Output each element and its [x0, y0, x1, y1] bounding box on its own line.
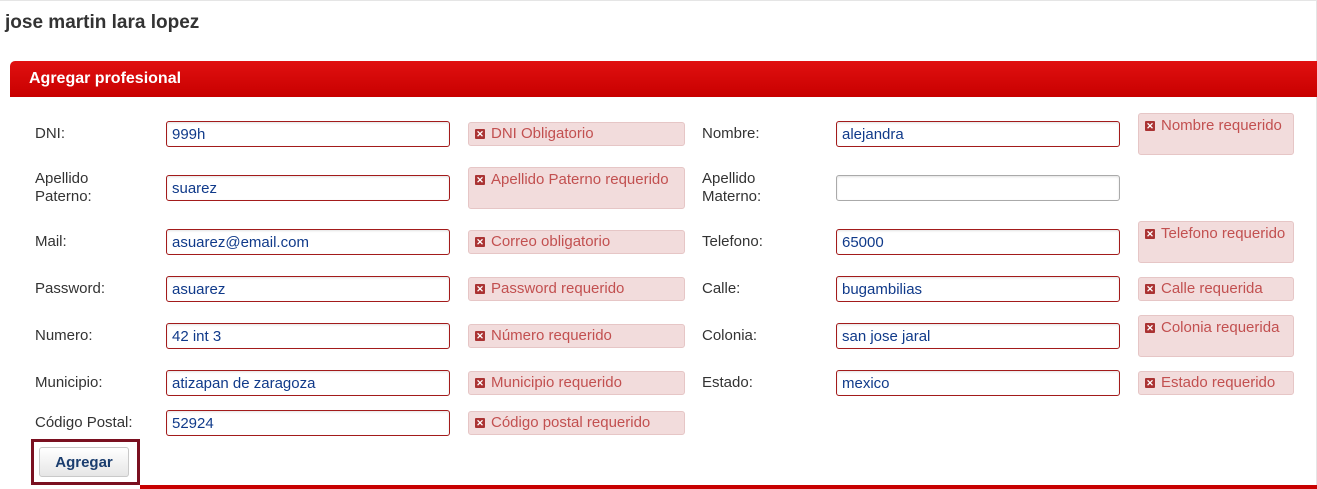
telefono-error: ✕ Telefono requerido	[1138, 221, 1294, 263]
panel-title: Agregar profesional	[29, 70, 182, 87]
submit-focus-outline	[31, 439, 140, 485]
mail-input[interactable]	[166, 229, 450, 255]
codigo-postal-input[interactable]	[166, 410, 450, 436]
panel-bottom-bar	[140, 485, 1317, 489]
apellido-materno-label: Apellido Materno:	[702, 170, 762, 205]
apellido-paterno-error: ✕ Apellido Paterno requerido	[468, 167, 685, 209]
codigo-postal-error: ✕ Código postal requerido	[468, 411, 685, 435]
telefono-label: Telefono:	[702, 233, 763, 250]
dni-error: ✕ DNI Obligatorio	[468, 122, 685, 146]
municipio-error: ✕ Municipio requerido	[468, 371, 685, 395]
password-input[interactable]	[166, 276, 450, 302]
error-icon: ✕	[476, 237, 484, 247]
error-icon: ✕	[476, 378, 484, 388]
user-name: jose martin lara lopez	[5, 12, 200, 33]
dni-input[interactable]	[166, 121, 450, 147]
municipio-label: Municipio:	[35, 374, 103, 391]
calle-label: Calle:	[702, 280, 741, 297]
colonia-input[interactable]	[836, 323, 1120, 349]
calle-input[interactable]	[836, 276, 1120, 302]
nombre-label: Nombre:	[702, 125, 760, 142]
error-icon: ✕	[476, 129, 484, 139]
error-icon: ✕	[476, 284, 484, 294]
calle-error: ✕ Calle requerida	[1138, 277, 1294, 301]
estado-error: ✕ Estado requerido	[1138, 371, 1294, 395]
estado-label: Estado:	[702, 374, 753, 391]
nombre-input[interactable]	[836, 121, 1120, 147]
nombre-error: ✕ Nombre requerido	[1138, 113, 1294, 155]
error-icon: ✕	[1146, 378, 1154, 388]
password-error: ✕ Password requerido	[468, 277, 685, 301]
error-icon: ✕	[476, 175, 484, 185]
estado-input[interactable]	[836, 370, 1120, 396]
error-icon: ✕	[1146, 284, 1154, 294]
apellido-materno-input[interactable]	[836, 175, 1120, 201]
agregar-button[interactable]: Agregar	[39, 447, 129, 477]
apellido-paterno-label: Apellido Paterno:	[35, 170, 92, 205]
numero-label: Numero:	[35, 327, 93, 344]
colonia-label: Colonia:	[702, 327, 758, 344]
dni-label: DNI:	[35, 125, 65, 142]
municipio-input[interactable]	[166, 370, 450, 396]
numero-error: ✕ Número requerido	[468, 324, 685, 348]
mail-error: ✕ Correo obligatorio	[468, 230, 685, 254]
numero-input[interactable]	[166, 323, 450, 349]
error-icon: ✕	[476, 418, 484, 428]
telefono-input[interactable]	[836, 229, 1120, 255]
error-icon: ✕	[476, 331, 484, 341]
colonia-error: ✕ Colonia requerida	[1138, 315, 1294, 357]
mail-label: Mail:	[35, 233, 67, 250]
password-label: Password:	[35, 280, 106, 297]
codigo-postal-label: Código Postal:	[35, 414, 133, 431]
apellido-paterno-input[interactable]	[166, 175, 450, 201]
error-icon: ✕	[1146, 121, 1154, 131]
error-icon: ✕	[1146, 323, 1154, 333]
error-icon: ✕	[1146, 229, 1154, 239]
